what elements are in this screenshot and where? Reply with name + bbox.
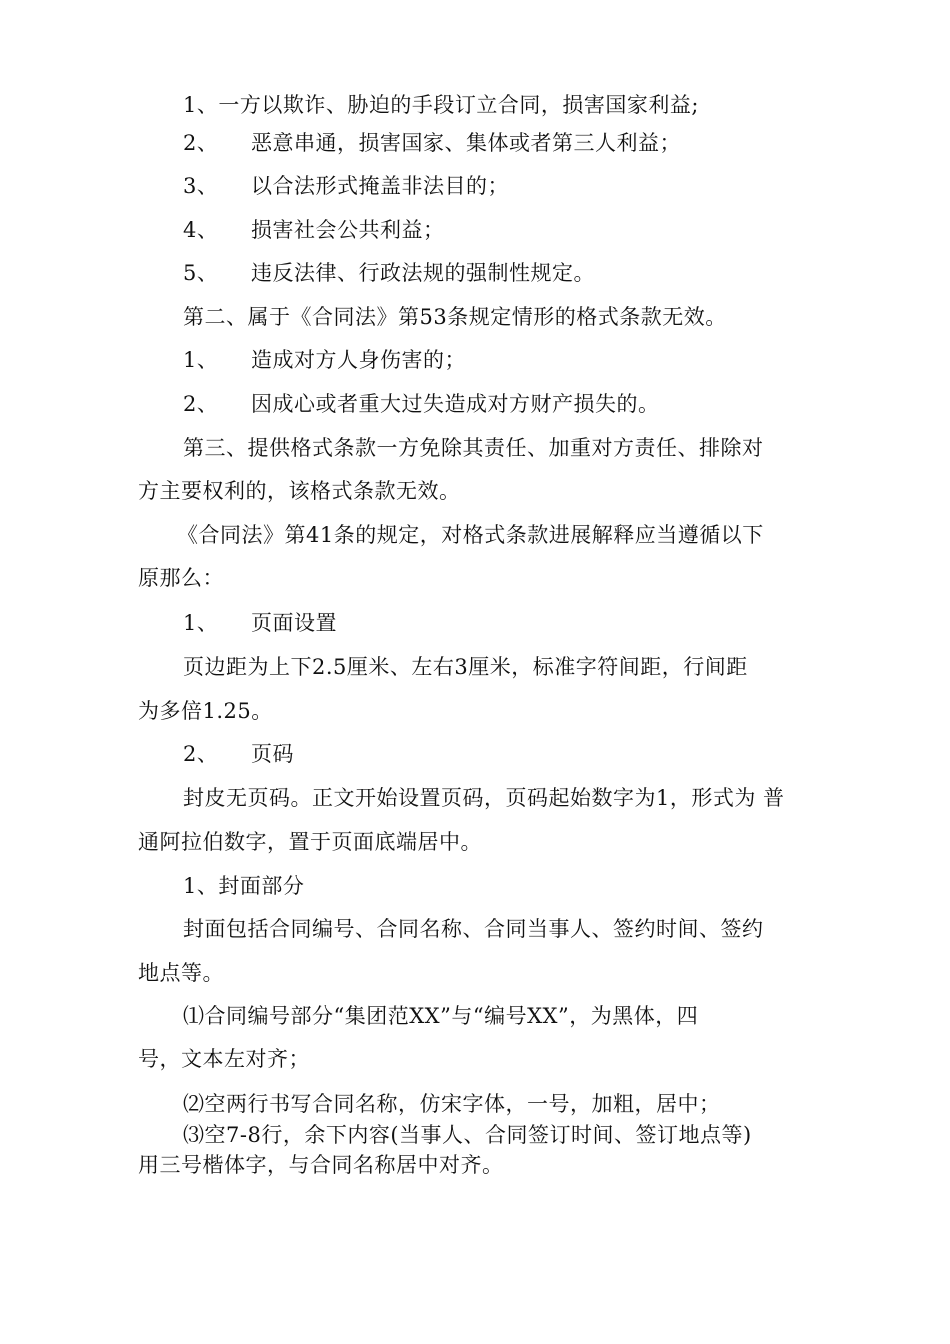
numbered-item xyxy=(183,129,681,157)
item-text: 页码 xyxy=(251,742,294,766)
item-text: 页面设置 xyxy=(251,611,337,635)
numbered-item xyxy=(183,346,466,374)
paragraph-line: ⑶空7-8行，余下内容(当事人、合同签订时间、签订地点等) xyxy=(183,1123,752,1147)
paragraph-line: 用三号楷体字，与合同名称居中对齐。 xyxy=(138,1153,504,1177)
numbered-item xyxy=(183,172,509,200)
paragraph-line: 第二、属于《合同法》第53条规定情形的格式条款无效。 xyxy=(183,305,727,329)
item-text: 损害社会公共利益； xyxy=(251,218,445,242)
item-number: 5、 xyxy=(183,261,219,285)
paragraph-line: ⑵空两行书写合同名称，仿宋字体，一号，加粗，居中； xyxy=(183,1092,721,1116)
numbered-item xyxy=(183,216,445,244)
paragraph-line: 1、一方以欺诈、胁迫的手段订立合同，损害国家利益; xyxy=(183,93,699,117)
paragraph-line: 号，文本左对齐； xyxy=(138,1047,310,1071)
item-text: 造成对方人身伤害的； xyxy=(251,348,466,372)
paragraph-line: 第三、提供格式条款一方免除其责任、加重对方责任、排除对 xyxy=(183,436,764,460)
paragraph-line: 地点等。 xyxy=(138,961,224,985)
item-number: 2、 xyxy=(183,131,219,155)
paragraph-line: 封皮无页码。正文开始设置页码，页码起始数字为1，形式为 普 xyxy=(183,786,785,810)
paragraph-line: 原那么： xyxy=(138,566,224,590)
paragraph-line: 页边距为上下2.5厘米、左右3厘米，标准字符间距，行间距 xyxy=(183,655,748,679)
item-number: 1、 xyxy=(183,348,219,372)
item-number: 1、 xyxy=(183,611,219,635)
section-heading: 1、封面部分 xyxy=(183,874,305,898)
paragraph-line: 封面包括合同编号、合同名称、合同当事人、签约时间、签约 xyxy=(183,917,764,941)
numbered-item xyxy=(183,390,660,418)
item-number: 4、 xyxy=(183,218,219,242)
paragraph-line: 《合同法》第41条的规定，对格式条款进展解释应当遵循以下 xyxy=(177,523,764,547)
section-heading xyxy=(183,609,337,637)
item-text: 因成心或者重大过失造成对方财产损失的。 xyxy=(251,392,660,416)
item-text: 违反法律、行政法规的强制性规定。 xyxy=(251,261,595,285)
paragraph-line: ⑴合同编号部分“集团范XX”与“编号XX”，为黑体，四 xyxy=(183,1004,699,1028)
paragraph-line: 为多倍1.25。 xyxy=(138,699,273,723)
paragraph-line: 通阿拉伯数字，置于页面底端居中。 xyxy=(138,830,482,854)
item-text: 恶意串通，损害国家、集体或者第三人利益； xyxy=(251,131,681,155)
section-heading xyxy=(183,740,294,768)
item-number: 2、 xyxy=(183,742,219,766)
item-number: 3、 xyxy=(183,174,219,198)
paragraph-line: 方主要权利的，该格式条款无效。 xyxy=(138,479,461,503)
item-number: 2、 xyxy=(183,392,219,416)
item-text: 以合法形式掩盖非法目的； xyxy=(251,174,509,198)
numbered-item xyxy=(183,259,595,287)
